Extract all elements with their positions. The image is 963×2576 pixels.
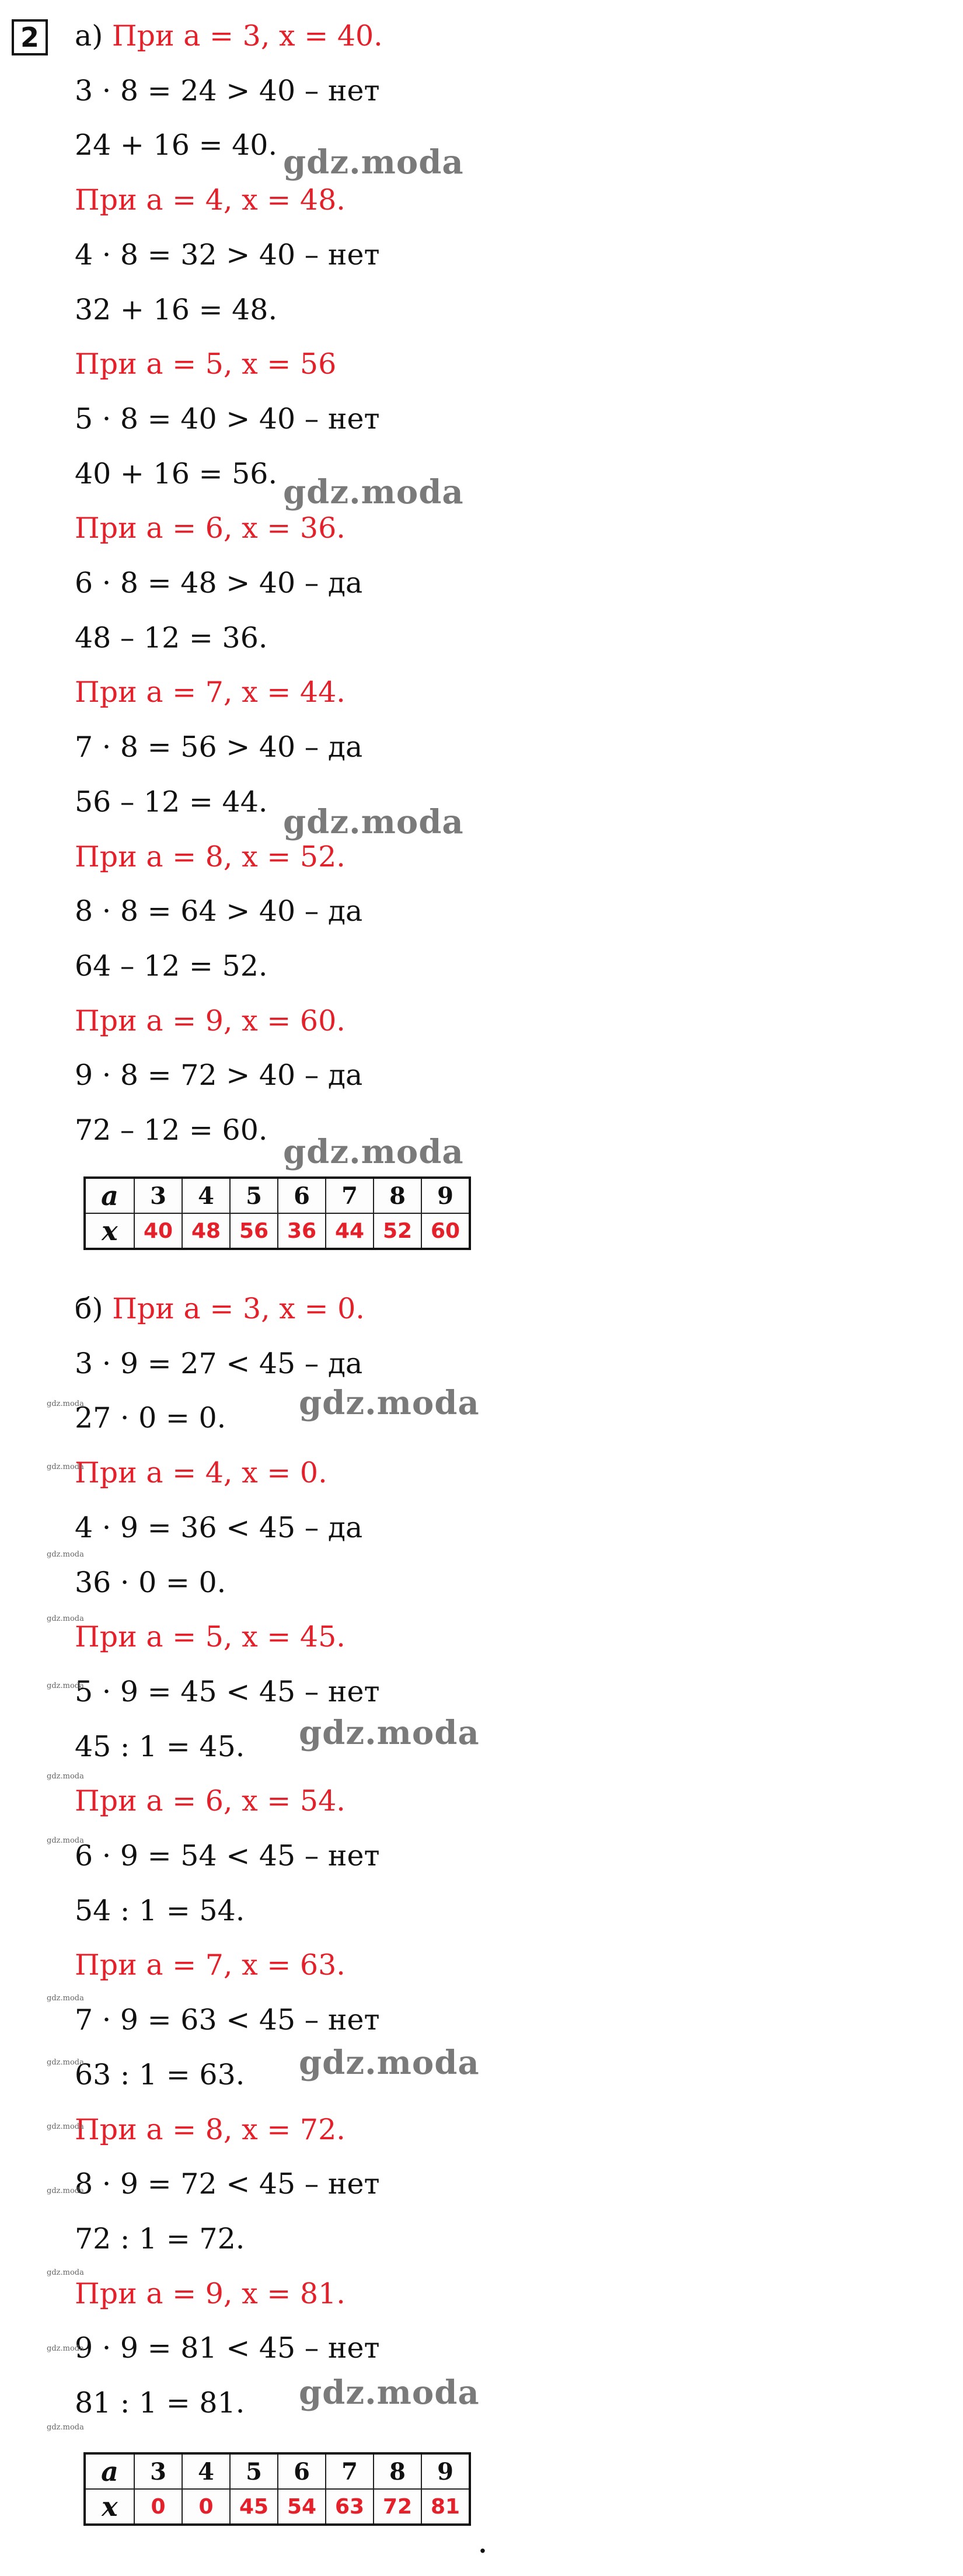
line-text: 5 · 8 = 40 > 40 – нет: [75, 402, 380, 436]
small-watermark: gdz.moda: [47, 2423, 84, 2432]
line-text: 63 : 1 = 63.: [75, 2058, 245, 2091]
table-row-a: [85, 1178, 470, 1213]
line-text: 3 · 9 = 27 < 45 – да: [75, 1346, 363, 1380]
calculation-line: [75, 455, 277, 493]
calculation-line: [75, 565, 362, 602]
watermark: gdz.moda: [283, 143, 464, 182]
line-text: При a = 5, x = 56: [75, 347, 337, 381]
answer-line: [75, 510, 346, 547]
table-cell-x: 36: [278, 1213, 326, 1249]
answer-line: [75, 182, 346, 219]
line-text: При a = 5, x = 45.: [75, 1620, 346, 1654]
row-label-a: a: [85, 2453, 134, 2489]
calculation-line: [75, 401, 380, 438]
watermark: gdz.moda: [283, 803, 464, 841]
calculation-line: [75, 2166, 380, 2203]
calculation-line: [75, 2056, 245, 2094]
calculation-line: [75, 236, 380, 274]
calculation-line: [75, 948, 268, 985]
line-text: 5 · 9 = 45 < 45 – нет: [75, 1675, 380, 1708]
answer-line: [75, 838, 346, 876]
task-number-badge: 2: [12, 19, 48, 55]
small-watermark: gdz.moda: [47, 1682, 84, 1690]
part-label: а): [75, 19, 112, 53]
table-cell-x: 56: [230, 1213, 278, 1249]
table-cell-a: 5: [230, 1178, 278, 1213]
line-text: 3 · 8 = 24 > 40 – нет: [75, 74, 380, 107]
line-text: 32 + 16 = 48.: [75, 293, 278, 326]
table-cell-x: 0: [182, 2489, 230, 2525]
calculation-line: [75, 1673, 380, 1711]
calculation-line: [75, 729, 362, 766]
line-text: 81 : 1 = 81.: [75, 2386, 245, 2420]
answer-line: [75, 1454, 327, 1492]
line-text: При a = 4, x = 48.: [75, 183, 346, 217]
line-text: 4 · 8 = 32 > 40 – нет: [75, 238, 380, 271]
calculation-line: [75, 2001, 380, 2039]
calculation-line: [75, 1112, 268, 1149]
table-cell-a: 6: [278, 2453, 326, 2489]
table-row-a: [85, 2453, 470, 2489]
table-cell-a: 6: [278, 1178, 326, 1213]
table-cell-x: 63: [326, 2489, 374, 2525]
small-watermark: gdz.moda: [47, 1400, 84, 1408]
answer-line: [75, 1783, 346, 1820]
table-row-x: [85, 1213, 470, 1249]
table-cell-x: 48: [182, 1213, 230, 1249]
small-watermark: gdz.moda: [47, 1463, 84, 1471]
answer-line: [75, 346, 336, 383]
line-text: При a = 7, x = 63.: [75, 1948, 346, 1982]
row-label-a: a: [85, 1178, 134, 1213]
calculation-line: [75, 1057, 362, 1094]
calculation-line: [75, 1564, 226, 1602]
table-row-x: [85, 2489, 470, 2525]
calculation-line: [75, 1892, 245, 1930]
line-text: При a = 9, x = 81.: [75, 2276, 346, 2310]
small-watermark: gdz.moda: [47, 1614, 84, 1623]
table-cell-a: 4: [182, 1178, 230, 1213]
table-cell-x: 44: [326, 1213, 374, 1249]
calculation-line: [75, 1728, 245, 1766]
line-text: 24 + 16 = 40.: [75, 128, 278, 162]
row-label-x: x: [85, 1213, 134, 1249]
line-text: 4 · 9 = 36 < 45 – да: [75, 1510, 363, 1544]
line-text: 6 · 9 = 54 < 45 – нет: [75, 1839, 380, 1872]
small-watermark: gdz.moda: [47, 2058, 84, 2067]
line-text: 8 · 8 = 64 > 40 – да: [75, 894, 363, 928]
line-text: При a = 6, x = 36.: [75, 511, 346, 545]
watermark: gdz.moda: [283, 473, 464, 511]
small-watermark: gdz.moda: [47, 2344, 84, 2353]
table-cell-a: 9: [421, 1178, 470, 1213]
line-text: 7 · 8 = 56 > 40 – да: [75, 730, 363, 764]
answer-line: [75, 2111, 346, 2149]
line-text: 40 + 16 = 56.: [75, 457, 278, 490]
small-watermark: gdz.moda: [47, 1836, 84, 1845]
line-text: При a = 3, x = 40.: [111, 19, 383, 53]
answer-line: [75, 674, 346, 711]
table-cell-x: 60: [421, 1213, 470, 1249]
line-text: 72 – 12 = 60.: [75, 1113, 268, 1147]
part-label: б): [75, 1292, 113, 1325]
calculation-line: [75, 127, 277, 164]
calculation-line: [75, 1400, 226, 1437]
part-b-values-table: [83, 2452, 471, 2526]
watermark: gdz.moda: [299, 2373, 480, 2412]
answer-line: [75, 1947, 346, 1984]
watermark: gdz.moda: [299, 1384, 480, 1422]
line-text: При a = 6, x = 54.: [75, 1784, 346, 1818]
answer-line: [75, 1618, 346, 1656]
line-text: 9 · 9 = 81 < 45 – нет: [75, 2331, 380, 2365]
table-cell-x: 0: [134, 2489, 182, 2525]
table-cell-a: 7: [326, 1178, 374, 1213]
answer-line: [75, 1002, 346, 1040]
calculation-line: [75, 619, 268, 657]
part-a-values-table: [83, 1176, 471, 1250]
line-text: При a = 4, x = 0.: [75, 1456, 327, 1490]
line-text: 8 · 9 = 72 < 45 – нет: [75, 2167, 380, 2201]
table-cell-x: 81: [421, 2489, 470, 2525]
closing-mark: .: [479, 2531, 487, 2558]
table-cell-a: 9: [421, 2453, 470, 2489]
calculation-line: [75, 1345, 362, 1383]
watermark: gdz.moda: [283, 1133, 464, 1171]
calculation-line: [75, 1509, 362, 1547]
table-cell-x: 45: [230, 2489, 278, 2525]
calculation-line: [75, 72, 380, 110]
table-cell-a: 4: [182, 2453, 230, 2489]
table-cell-a: 8: [374, 1178, 421, 1213]
line-text: При a = 8, x = 72.: [75, 2112, 346, 2146]
calculation-line: [75, 291, 277, 329]
line-text: 45 : 1 = 45.: [75, 1729, 245, 1763]
line-text: 72 : 1 = 72.: [75, 2222, 245, 2255]
line-text: При a = 7, x = 44.: [75, 676, 346, 709]
small-watermark: gdz.moda: [47, 2187, 84, 2195]
line-text: 56 – 12 = 44.: [75, 785, 268, 819]
line-text: 9 · 8 = 72 > 40 – да: [75, 1059, 363, 1092]
table-cell-a: 3: [134, 1178, 182, 1213]
table-cell-a: 5: [230, 2453, 278, 2489]
line-text: 48 – 12 = 36.: [75, 621, 268, 655]
watermark: gdz.moda: [299, 2044, 480, 2082]
table-cell-x: 52: [374, 1213, 421, 1249]
line-text: 7 · 9 = 63 < 45 – нет: [75, 2003, 380, 2037]
table-cell-a: 8: [374, 2453, 421, 2489]
small-watermark: gdz.moda: [47, 1994, 84, 2003]
small-watermark: gdz.moda: [47, 2268, 84, 2277]
line-text: При a = 3, x = 0.: [112, 1292, 365, 1325]
answer-line: [75, 1290, 365, 1328]
table-cell-a: 3: [134, 2453, 182, 2489]
calculation-line: [75, 893, 362, 930]
calculation-line: [75, 2330, 380, 2367]
answer-line: [75, 2275, 346, 2313]
watermark: gdz.moda: [299, 1714, 480, 1752]
answer-line: [75, 18, 383, 55]
table-cell-x: 40: [134, 1213, 182, 1249]
line-text: 6 · 8 = 48 > 40 – да: [75, 566, 363, 600]
line-text: 64 – 12 = 52.: [75, 949, 268, 983]
small-watermark: gdz.moda: [47, 1772, 84, 1781]
small-watermark: gdz.moda: [47, 1550, 84, 1559]
calculation-line: [75, 2220, 245, 2258]
line-text: 54 : 1 = 54.: [75, 1893, 245, 1927]
line-text: При a = 8, x = 52.: [75, 840, 346, 873]
table-cell-x: 72: [374, 2489, 421, 2525]
calculation-line: [75, 2384, 245, 2422]
calculation-line: [75, 1837, 380, 1875]
table-cell-a: 7: [326, 2453, 374, 2489]
table-cell-x: 54: [278, 2489, 326, 2525]
row-label-x: x: [85, 2489, 134, 2525]
line-text: 27 · 0 = 0.: [75, 1401, 226, 1435]
calculation-line: [75, 784, 268, 821]
line-text: При a = 9, x = 60.: [75, 1004, 346, 1038]
line-text: 36 · 0 = 0.: [75, 1565, 226, 1599]
small-watermark: gdz.moda: [47, 2122, 84, 2131]
